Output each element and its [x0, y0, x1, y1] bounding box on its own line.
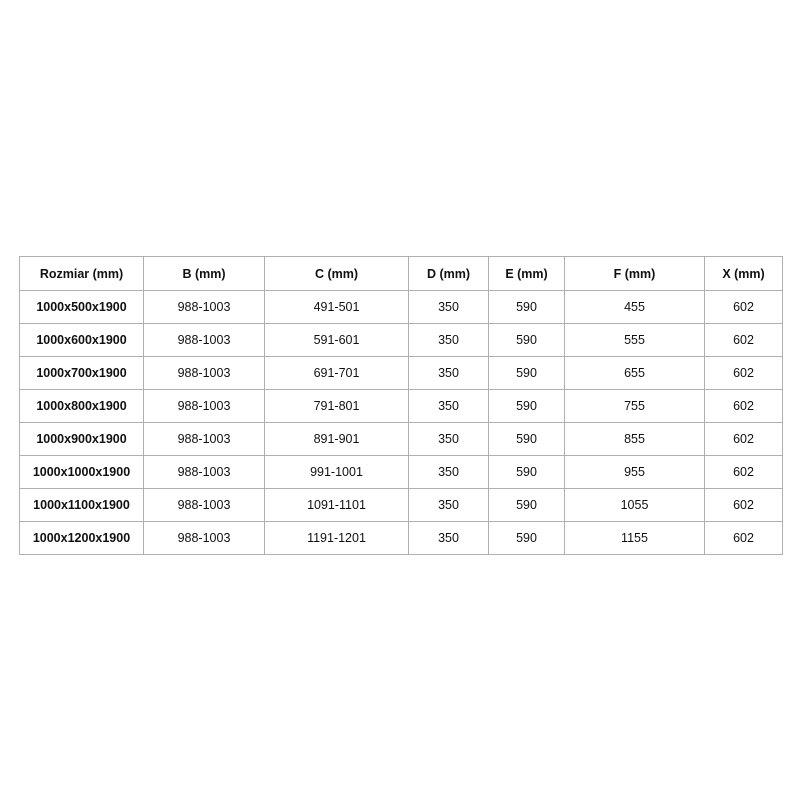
cell-f: 955	[565, 456, 705, 489]
cell-b: 988-1003	[144, 357, 265, 390]
cell-size: 1000x900x1900	[20, 423, 144, 456]
column-header-size: Rozmiar (mm)	[20, 257, 144, 291]
cell-x: 602	[705, 423, 783, 456]
column-header-x: X (mm)	[705, 257, 783, 291]
table-row	[20, 357, 783, 390]
table-row	[20, 489, 783, 522]
column-header-f: F (mm)	[565, 257, 705, 291]
cell-size: 1000x600x1900	[20, 324, 144, 357]
cell-c: 1191-1201	[265, 522, 409, 555]
cell-x: 602	[705, 390, 783, 423]
cell-c: 791-801	[265, 390, 409, 423]
cell-f: 855	[565, 423, 705, 456]
table-row	[20, 522, 783, 555]
column-header-d: D (mm)	[409, 257, 489, 291]
cell-c: 691-701	[265, 357, 409, 390]
cell-x: 602	[705, 291, 783, 324]
cell-b: 988-1003	[144, 522, 265, 555]
cell-d: 350	[409, 324, 489, 357]
cell-x: 602	[705, 357, 783, 390]
table-row	[20, 390, 783, 423]
column-header-c: C (mm)	[265, 257, 409, 291]
cell-d: 350	[409, 456, 489, 489]
table-body	[20, 291, 783, 555]
cell-b: 988-1003	[144, 456, 265, 489]
cell-b: 988-1003	[144, 423, 265, 456]
column-header-b: B (mm)	[144, 257, 265, 291]
cell-b: 988-1003	[144, 291, 265, 324]
dimensions-table-container	[19, 256, 782, 555]
table-row	[20, 456, 783, 489]
cell-f: 655	[565, 357, 705, 390]
cell-b: 988-1003	[144, 324, 265, 357]
cell-d: 350	[409, 522, 489, 555]
cell-f: 755	[565, 390, 705, 423]
cell-d: 350	[409, 291, 489, 324]
cell-e: 590	[489, 489, 565, 522]
cell-c: 591-601	[265, 324, 409, 357]
cell-d: 350	[409, 390, 489, 423]
cell-size: 1000x1100x1900	[20, 489, 144, 522]
cell-e: 590	[489, 291, 565, 324]
cell-x: 602	[705, 489, 783, 522]
cell-f: 555	[565, 324, 705, 357]
cell-c: 1091-1101	[265, 489, 409, 522]
table-row	[20, 423, 783, 456]
cell-f: 1055	[565, 489, 705, 522]
cell-f: 455	[565, 291, 705, 324]
cell-d: 350	[409, 489, 489, 522]
cell-size: 1000x500x1900	[20, 291, 144, 324]
cell-c: 491-501	[265, 291, 409, 324]
cell-size: 1000x1000x1900	[20, 456, 144, 489]
table-header	[20, 257, 783, 291]
cell-size: 1000x700x1900	[20, 357, 144, 390]
cell-e: 590	[489, 390, 565, 423]
column-header-e: E (mm)	[489, 257, 565, 291]
cell-d: 350	[409, 423, 489, 456]
cell-d: 350	[409, 357, 489, 390]
table-header-row	[20, 257, 783, 291]
cell-e: 590	[489, 423, 565, 456]
cell-x: 602	[705, 324, 783, 357]
cell-c: 891-901	[265, 423, 409, 456]
cell-x: 602	[705, 522, 783, 555]
cell-size: 1000x800x1900	[20, 390, 144, 423]
cell-e: 590	[489, 357, 565, 390]
cell-b: 988-1003	[144, 390, 265, 423]
cell-c: 991-1001	[265, 456, 409, 489]
table-row	[20, 291, 783, 324]
cell-e: 590	[489, 522, 565, 555]
table-row	[20, 324, 783, 357]
dimensions-table	[19, 256, 783, 555]
cell-b: 988-1003	[144, 489, 265, 522]
cell-f: 1155	[565, 522, 705, 555]
cell-e: 590	[489, 324, 565, 357]
cell-size: 1000x1200x1900	[20, 522, 144, 555]
cell-e: 590	[489, 456, 565, 489]
cell-x: 602	[705, 456, 783, 489]
